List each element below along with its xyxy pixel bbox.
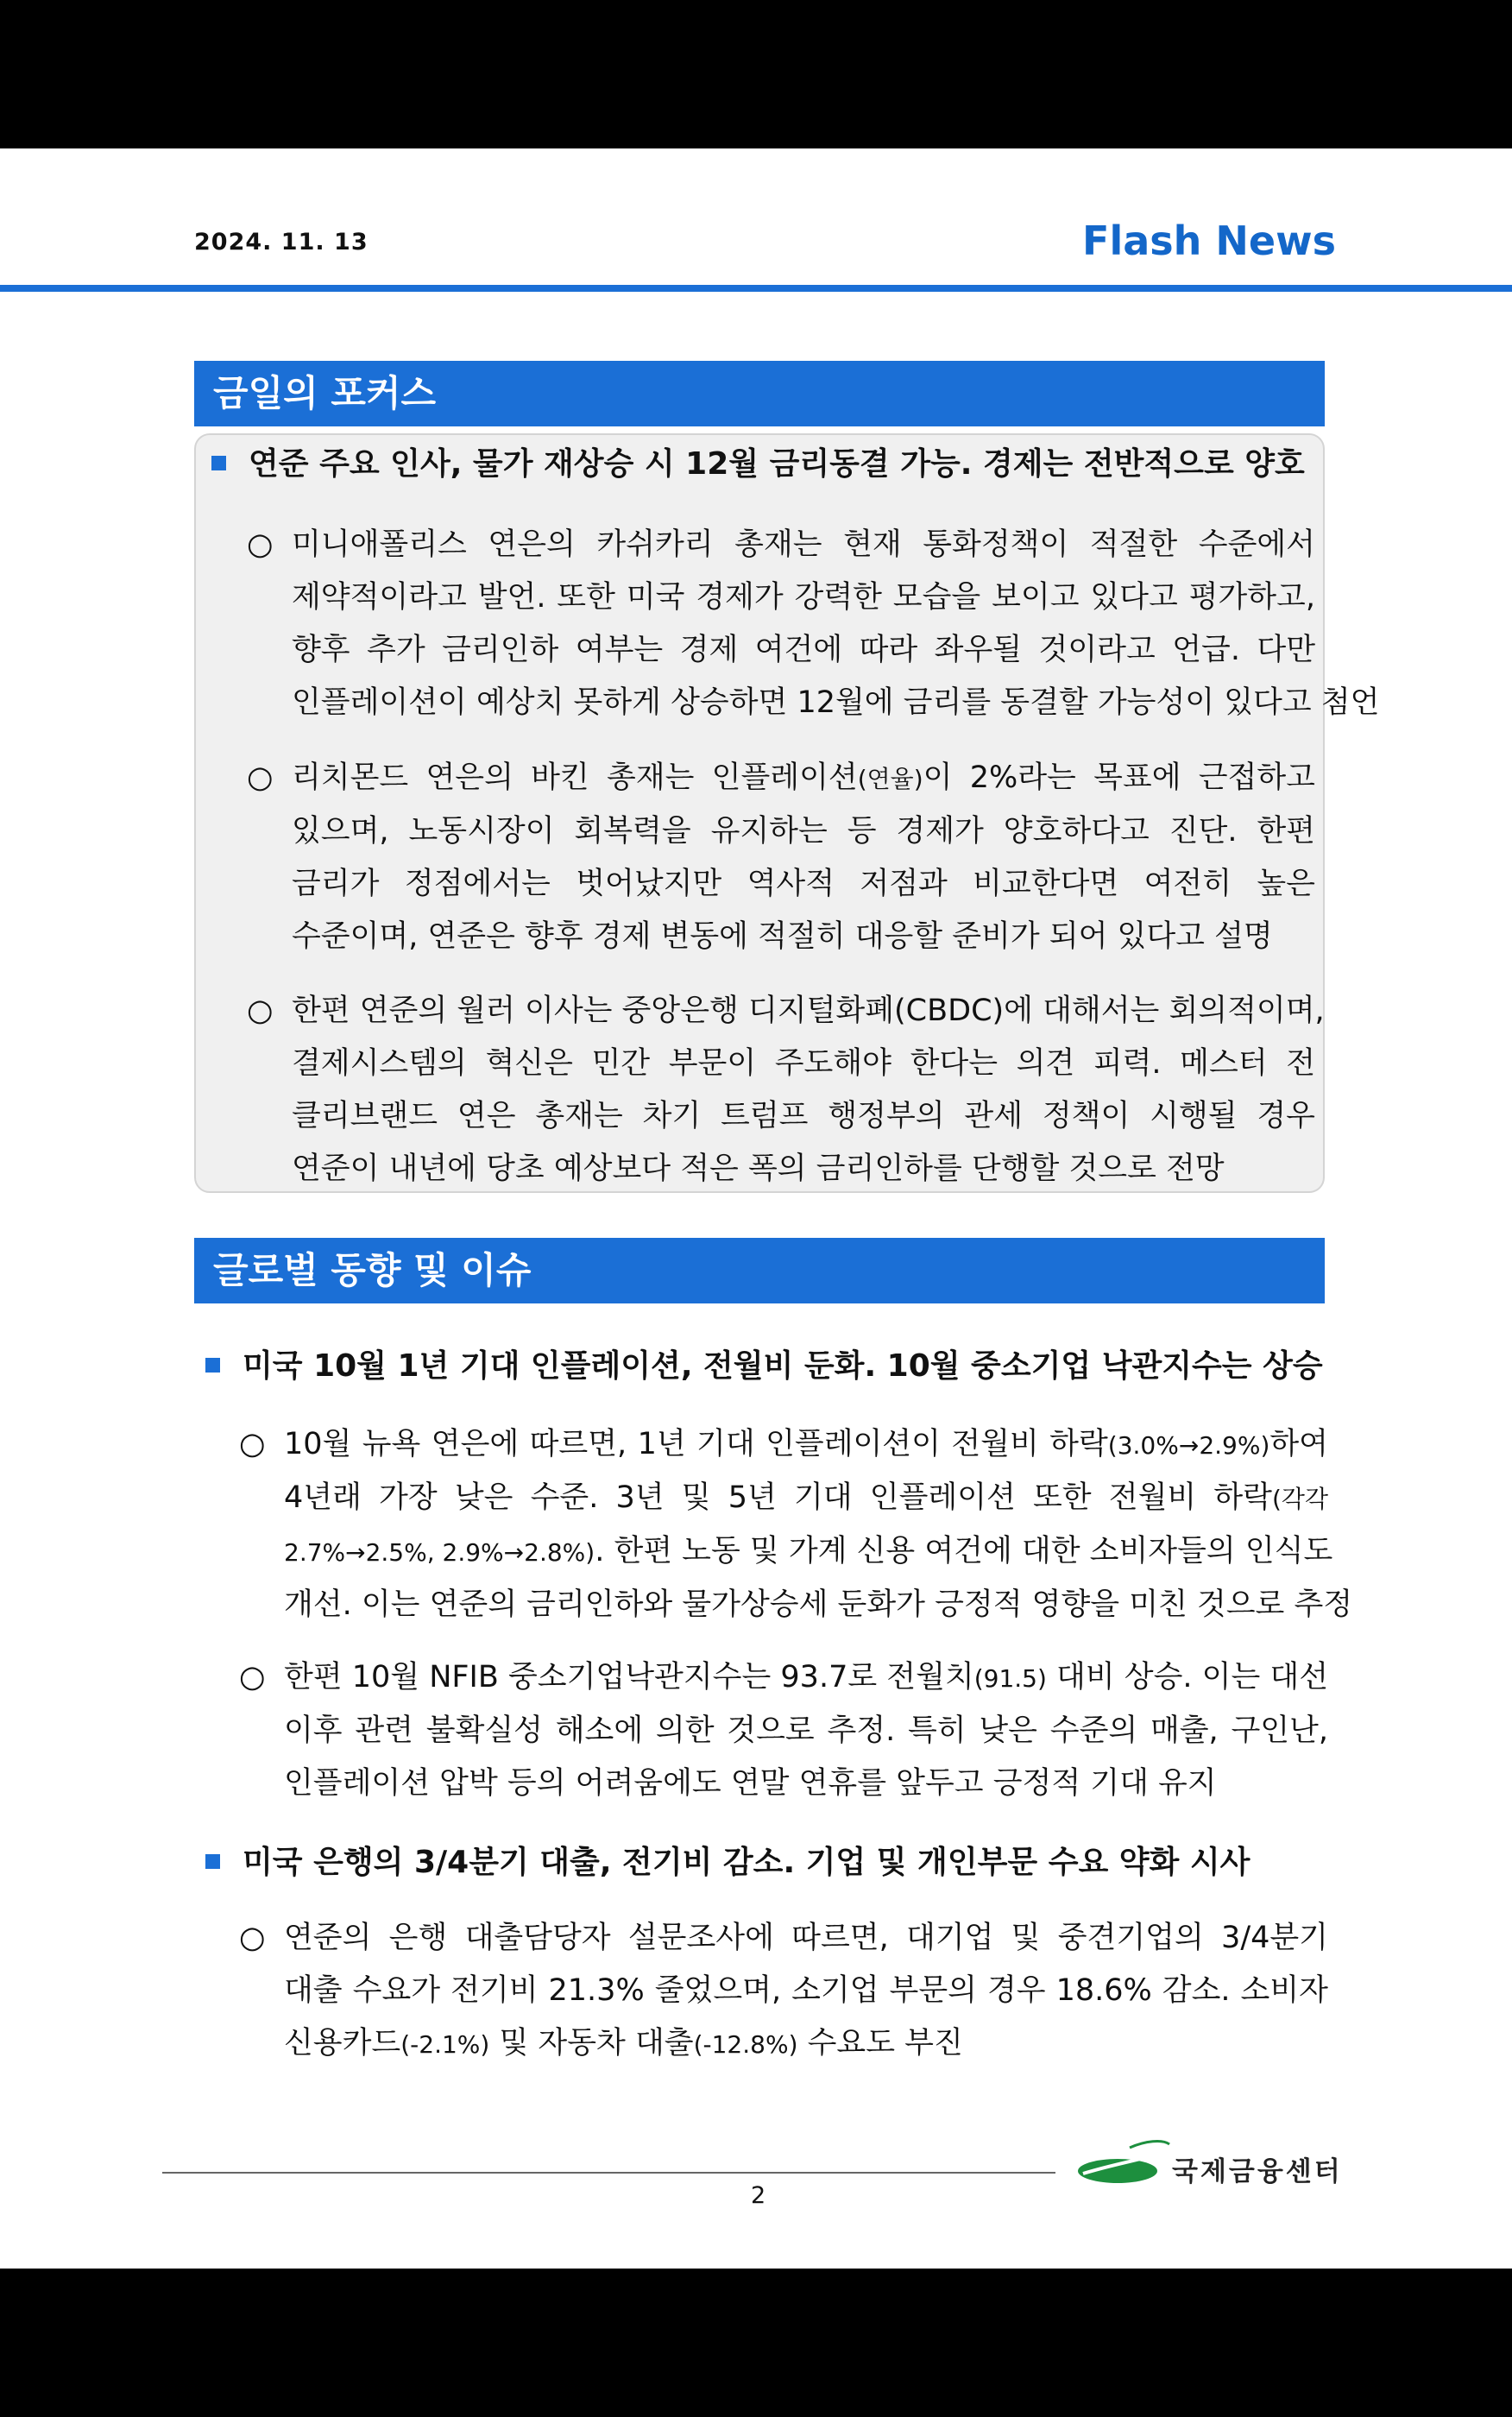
circle-bullet-icon: ○ bbox=[239, 1427, 266, 1461]
circle-bullet-icon: ○ bbox=[247, 760, 274, 795]
global-heading-1 bbox=[205, 1345, 1323, 1388]
text-line: 신용카드(-2.1%) 및 자동차 대출(-12.8%) 수요도 부진 bbox=[284, 2026, 963, 2060]
brand-title: Flash News bbox=[1082, 218, 1336, 264]
text-line: 인플레이션 압박 등의 어려움에도 연말 연휴를 앞두고 긍정적 기대 유지 bbox=[284, 1766, 1217, 1801]
text-line: 연준의 은행 대출담당자 설문조사에 따르면, 대기업 및 중견기업의 3/4분기 bbox=[284, 1921, 1328, 1955]
global-heading-1-text: 미국 10월 1년 기대 인플레이션, 전월비 둔화. 10월 중소기업 낙관지수는 상승 bbox=[243, 1348, 1323, 1384]
text-line: 수준이며, 연준은 향후 경제 변동에 적절히 대응할 준비가 되어 있다고 설명 bbox=[292, 919, 1273, 954]
square-bullet-icon bbox=[211, 456, 226, 470]
text-line: 10월 뉴욕 연은에 따르면, 1년 기대 인플레이션이 전월비 하락(3.0%→2.9%)하여 bbox=[284, 1427, 1328, 1461]
text-line: 클리브랜드 연은 총재는 차기 트럼프 행정부의 관세 정책이 시행될 경우 bbox=[292, 1099, 1315, 1133]
report-date: 2024. 11. 13 bbox=[194, 229, 369, 256]
text-line: 있으며, 노동시장이 회복력을 유지하는 등 경제가 양호하다고 진단. 한편 bbox=[292, 814, 1315, 849]
text-line: 금리가 정점에서는 벗어났지만 역사적 저점과 비교한다면 여전히 높은 bbox=[292, 867, 1315, 901]
focus-heading bbox=[211, 443, 1305, 486]
text-line: 2.7%→2.5%, 2.9%→2.8%). 한편 노동 및 가계 신용 여건에 대한 소비자들의 인식도 bbox=[284, 1534, 1333, 1568]
text-line: 리치몬드 연은의 바킨 총재는 인플레이션(연율)이 2%라는 목표에 근접하고 bbox=[292, 760, 1315, 795]
org-name: 국제금융센터 bbox=[1172, 2156, 1343, 2187]
text-line: 한편 연준의 월러 이사는 중앙은행 디지털화폐(CBDC)에 대해서는 회의적이며, bbox=[292, 994, 1325, 1028]
footer-divider bbox=[162, 2172, 1055, 2174]
text-line: 미니애폴리스 연은의 카쉬카리 총재는 현재 통화정책이 적절한 수준에서 bbox=[292, 527, 1315, 562]
text-line: 제약적이라고 발언. 또한 미국 경제가 강력한 모습을 보이고 있다고 평가하고, bbox=[292, 580, 1315, 615]
text-line: 결제시스템의 혁신은 민간 부문이 주도해야 한다는 의견 피력. 메스터 전 bbox=[292, 1046, 1315, 1081]
text-line: 4년래 가장 낮은 수준. 3년 및 5년 기대 인플레이션 또한 전월비 하락(각각 bbox=[284, 1480, 1328, 1515]
text-line: 향후 추가 금리인하 여부는 경제 여건에 따라 좌우될 것이라고 언급. 다만 bbox=[292, 633, 1315, 667]
global-section-title: 글로벌 동향 및 이슈 bbox=[194, 1238, 1325, 1303]
focus-section-title: 금일의 포커스 bbox=[194, 361, 1325, 426]
circle-bullet-icon: ○ bbox=[247, 527, 274, 562]
text-line: 대출 수요가 전기비 21.3% 줄었으며, 소기업 부문의 경우 18.6% 감소. 소비자 bbox=[284, 1973, 1328, 2008]
global-heading-2-text: 미국 은행의 3/4분기 대출, 전기비 감소. 기업 및 개인부문 수요 약화 시사 bbox=[243, 1845, 1251, 1880]
page-number: 2 bbox=[751, 2182, 766, 2209]
square-bullet-icon bbox=[205, 1358, 220, 1373]
focus-heading-text: 연준 주요 인사, 물가 재상승 시 12월 금리동결 가능. 경제는 전반적으로 양호 bbox=[249, 446, 1305, 482]
circle-bullet-icon: ○ bbox=[239, 1921, 266, 1955]
text-line: 한편 10월 NFIB 중소기업낙관지수는 93.7로 전월치(91.5) 대비 상승. 이는 대선 bbox=[284, 1660, 1329, 1694]
global-heading-2 bbox=[205, 1841, 1250, 1884]
text-line: 연준이 내년에 당초 예상보다 적은 폭의 금리인하를 단행할 것으로 전망 bbox=[292, 1152, 1225, 1186]
header-divider bbox=[0, 285, 1512, 292]
text-line: 이후 관련 불확실성 해소에 의한 것으로 추정. 특히 낮은 수준의 매출, 구인난, bbox=[284, 1713, 1328, 1748]
circle-bullet-icon: ○ bbox=[239, 1660, 266, 1694]
square-bullet-icon bbox=[205, 1854, 220, 1869]
text-line: 개선. 이는 연준의 금리인하와 물가상승세 둔화가 긍정적 영향을 미친 것으로 추정 bbox=[284, 1587, 1353, 1622]
circle-bullet-icon: ○ bbox=[247, 994, 274, 1028]
text-line: 인플레이션이 예상치 못하게 상승하면 12월에 금리를 동결할 가능성이 있다고 첨언 bbox=[292, 685, 1380, 720]
